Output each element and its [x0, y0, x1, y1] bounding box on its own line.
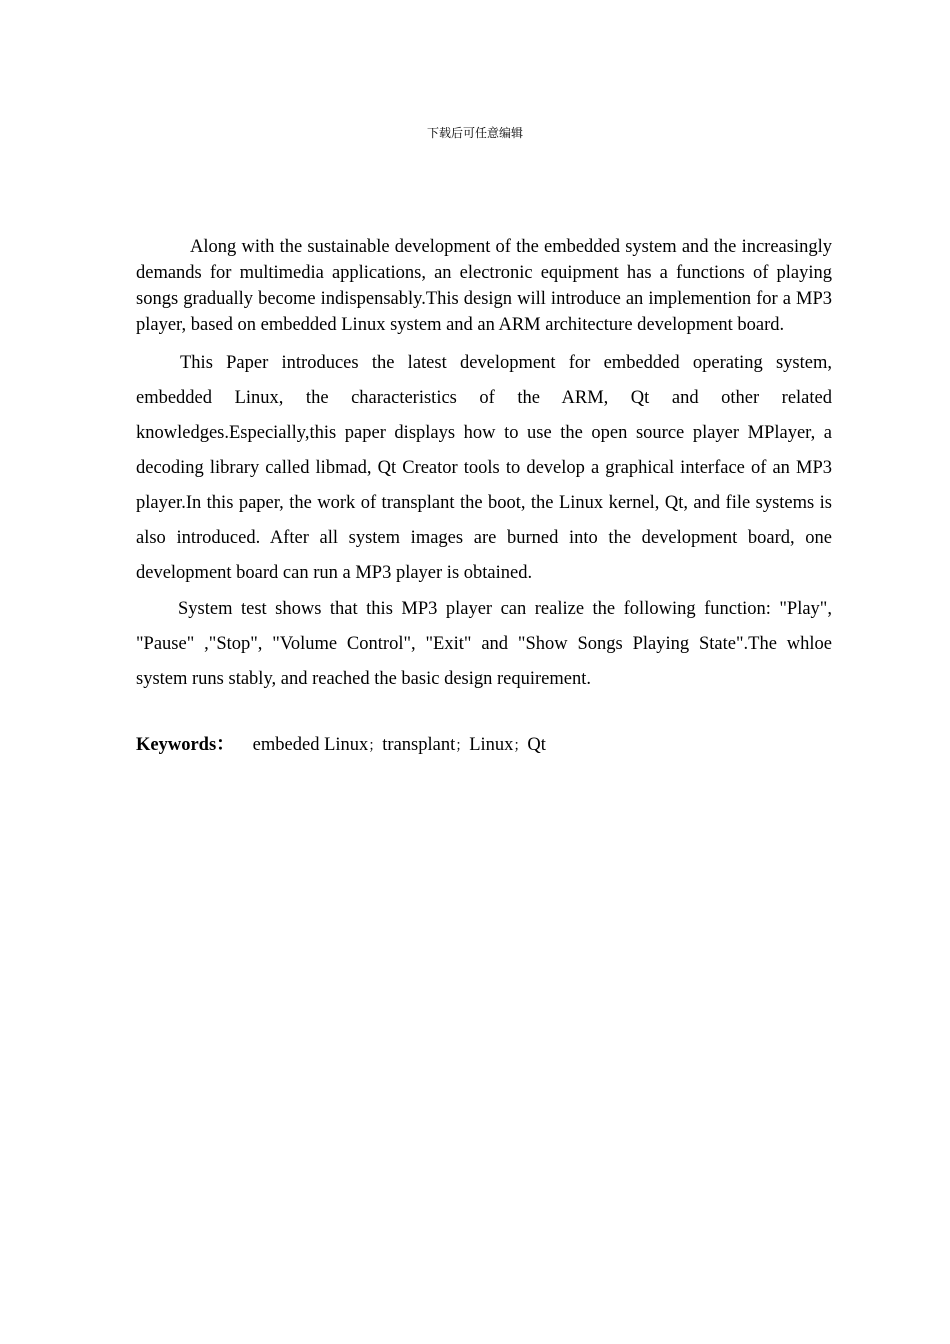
keyword-item: transplant [382, 735, 456, 755]
keyword-item: embeded Linux [252, 735, 369, 755]
keywords-line [136, 730, 832, 761]
abstract-paragraph-1: Along with the sustainable development of the embedded system and the increasingly demands for multimedia applications, an electronic equipment has a functions of playing songs gradually become indispensably.This design will introduce an implemention for a MP3 player, based on embedded Linux system and an ARM architecture development board. [136, 237, 832, 335]
keyword-separator: ； [368, 738, 383, 754]
keyword-item: Qt [527, 735, 546, 755]
abstract-body [136, 234, 832, 761]
page-header-note: 下载后可任意编辑 [426, 126, 523, 140]
keyword-separator: ； [513, 738, 528, 754]
keyword-item: Linux [469, 735, 514, 755]
keywords-label: Keywords： [136, 735, 235, 755]
abstract-paragraph-2: This Paper introduces the latest development for embedded operating system, embedded Linux, the characteristics of the ARM, Qt and other related knowledges.Especially,this paper displays how to use the open source player MPlayer, a decoding library called libmad, Qt Creator tools to develop a graphical interface of an MP3 player.In this paper, the work of transplant the boot, the Linux kernel, Qt, and file systems is also introduced. After all system images are burned into the development board, one development board can run a MP3 player is obtained. [136, 353, 832, 583]
keyword-separator: ； [455, 738, 470, 754]
abstract-paragraph-3: System test shows that this MP3 player can realize the following function: "Play", "Pause" ,"Stop", "Volume Control", "Exit" and "Show Songs Playing State".The whloe system runs stably, and reached the basic design requirement. [136, 599, 832, 689]
